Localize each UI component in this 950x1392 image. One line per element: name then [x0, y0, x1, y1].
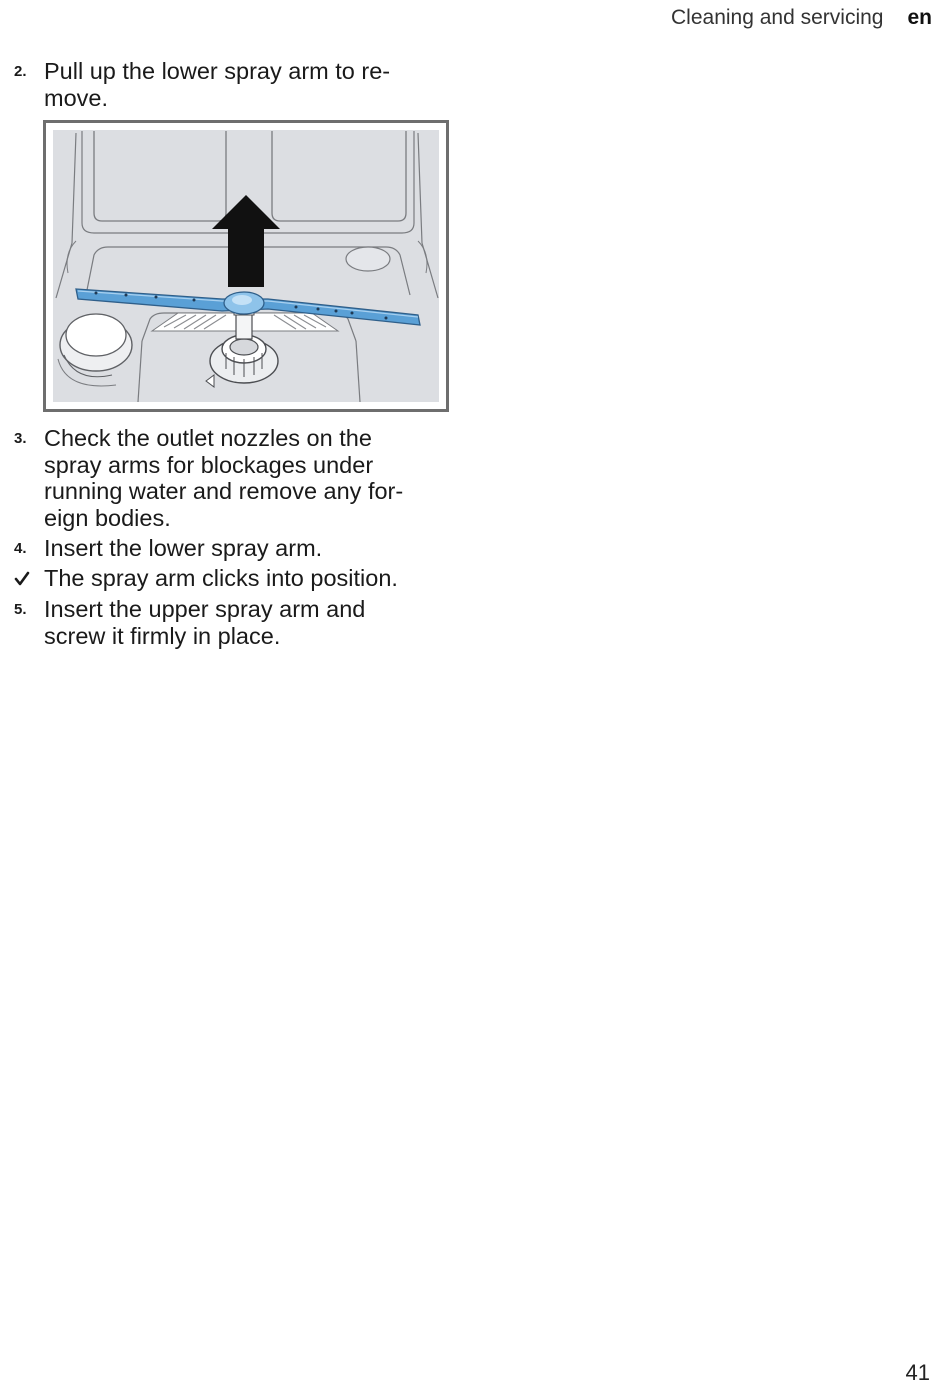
step-number: 2. — [14, 63, 27, 80]
step-number: 5. — [14, 601, 27, 618]
step-text: Check the outlet nozzles on the spray arms for blockages under running water and remove any for- eign bodies. — [44, 425, 404, 531]
language-code: en — [907, 6, 932, 29]
section-title: Cleaning and servicing — [671, 6, 884, 29]
result-text: The spray arm clicks into position. — [44, 565, 398, 591]
step-text: Pull up the lower spray arm to re- move. — [44, 58, 391, 111]
step-2 — [14, 58, 454, 111]
step-3 — [14, 425, 454, 531]
step-text: Insert the upper spray arm and screw it firmly in place. — [44, 596, 366, 649]
step-number: 4. — [14, 540, 27, 557]
step-number: 3. — [14, 430, 27, 447]
step-5 — [14, 596, 454, 649]
page-number: 41 — [905, 1360, 930, 1385]
spray-arm-illustration — [43, 120, 449, 412]
step-result — [14, 565, 454, 592]
checkmark-icon — [14, 565, 44, 592]
page-header — [671, 6, 932, 30]
step-text: Insert the lower spray arm. — [44, 535, 323, 561]
step-4 — [14, 535, 454, 562]
